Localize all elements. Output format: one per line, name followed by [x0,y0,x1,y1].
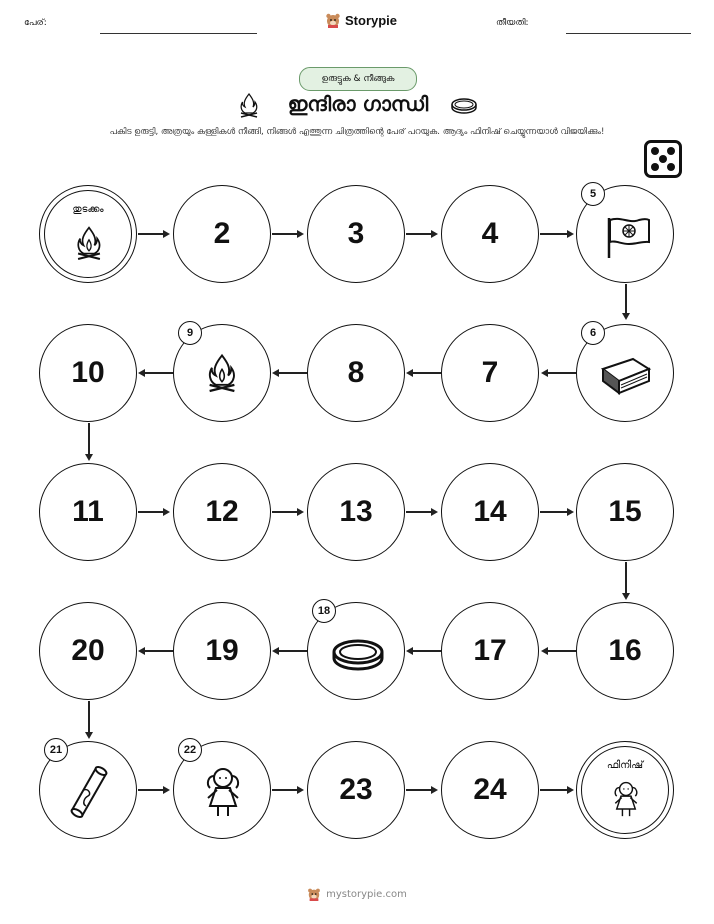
board-space-18 [307,602,405,700]
path-arrow [138,789,164,791]
space-number: 23 [339,773,373,806]
space-number: 12 [205,495,239,528]
space-badge: 6 [581,321,605,345]
board-space-16 [576,602,674,700]
path-arrow [138,233,164,235]
board-space-10 [39,324,137,422]
ring-icon [450,96,478,116]
space-number: 2 [213,217,231,250]
brand-name: Storypie [345,12,398,28]
category-pill: ഉരുട്ടുക & നീങ്ങുക [299,67,417,91]
space-number: 20 [71,634,105,667]
board-space-2 [173,185,271,283]
scroll-icon [66,764,110,820]
board-space-13 [307,463,405,561]
name-label: പേര്: [24,18,47,28]
path-arrow [406,511,432,513]
board-space-12 [173,463,271,561]
path-arrow [145,372,173,374]
path-arrow [540,233,568,235]
space-number: 8 [347,356,365,389]
board-space-11 [39,463,137,561]
board-space-14 [441,463,539,561]
instructions: പകിട ഉരുട്ടി, അത്രയും കള്ളികൾ നീങ്ങി, നിങ്ങൾ എത്തുന്ന ചിത്രത്തിന്റെ പേര് പറയുക. ആദ്യം ഫിനിഷ് ചെയ്യുന്നയാൾ വിജയിക്കും! [109,127,605,137]
board-space-17 [441,602,539,700]
space-number: 7 [481,356,499,389]
path-arrow [272,233,298,235]
space-number: 24 [473,773,507,806]
board-space-22 [173,741,271,839]
space-number: 15 [608,495,642,528]
doll-icon [202,764,244,820]
board-space-3 [307,185,405,283]
space-number: 4 [481,217,499,250]
path-arrow [406,789,432,791]
board-space-4 [441,185,539,283]
space-badge: 22 [178,738,202,762]
campfire-icon [238,92,260,120]
space-number: 11 [72,495,104,528]
name-line [100,33,257,34]
space-number: 17 [473,634,507,667]
board-space-9 [173,324,271,422]
board-space-23 [307,741,405,839]
path-arrow [406,233,432,235]
board-space-5 [576,185,674,283]
book-icon [599,355,653,395]
start-label: തുടക്കം [72,204,104,215]
path-arrow [88,423,90,455]
path-arrow [540,511,568,513]
space-number: 16 [608,634,642,667]
space-number: 13 [339,495,373,528]
brand [325,12,397,28]
board-space-21 [39,741,137,839]
space-badge: 21 [44,738,68,762]
doll-icon [611,778,641,820]
path-arrow [88,701,90,733]
path-arrow [272,789,298,791]
space-badge: 9 [178,321,202,345]
space-number: 10 [71,356,105,389]
flag-icon [603,214,653,260]
board-space-start [39,185,137,283]
footer [0,887,714,901]
path-arrow [413,372,441,374]
bear-logo-icon [307,887,321,901]
path-arrow [279,372,307,374]
path-arrow [138,511,164,513]
campfire-icon [74,224,104,264]
path-arrow [625,284,627,314]
path-arrow [413,650,441,652]
campfire-icon [205,349,239,399]
path-arrow [272,511,298,513]
board-space-6 [576,324,674,422]
dice-five-icon [644,140,682,178]
path-arrow [279,650,307,652]
space-number: 3 [347,217,365,250]
date-line [566,33,691,34]
board-space-24 [441,741,539,839]
space-badge: 18 [312,599,336,623]
page-title: ഇന്ദിരാ ഗാന്ധി [287,92,429,116]
path-arrow [548,372,576,374]
finish-label: ഫിനിഷ് [606,760,644,771]
board-space-7 [441,324,539,422]
path-arrow [548,650,576,652]
space-badge: 5 [581,182,605,206]
board-space-19 [173,602,271,700]
board-space-15 [576,463,674,561]
board-space-finish [576,741,674,839]
path-arrow [540,789,568,791]
path-arrow [625,562,627,594]
ring-icon [330,635,386,675]
path-arrow [145,650,173,652]
space-number: 19 [205,634,239,667]
space-number: 14 [473,495,507,528]
board-space-20 [39,602,137,700]
board-space-8 [307,324,405,422]
footer-link[interactable]: mystorypie.com [326,888,407,900]
bear-logo-icon [325,12,341,28]
date-label: തീയതി: [496,18,529,28]
